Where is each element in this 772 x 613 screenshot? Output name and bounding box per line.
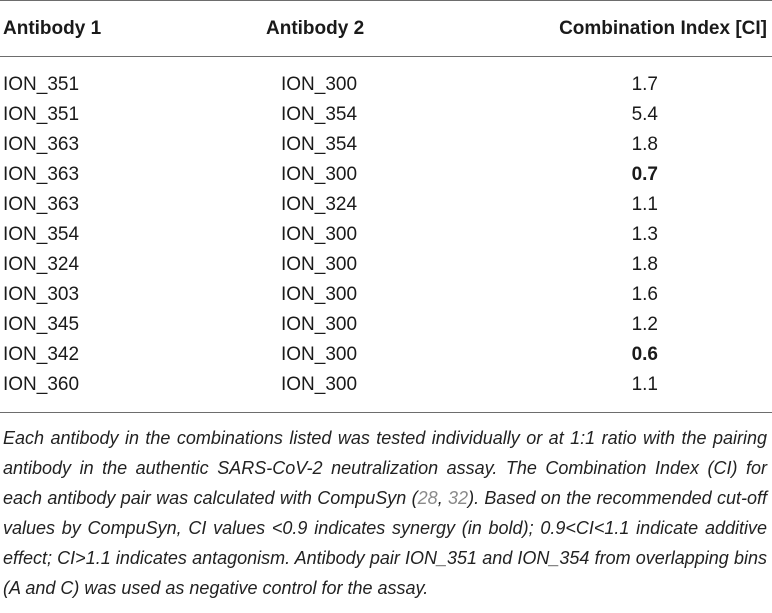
table-row (0, 160, 772, 190)
cell-antibody-1: ION_345 (3, 314, 80, 335)
cell-combination-index: 1.7 (631, 74, 658, 95)
table-row (0, 370, 772, 400)
table-row (0, 220, 772, 250)
cell-antibody-1: ION_363 (3, 164, 80, 185)
cell-antibody-2: ION_300 (281, 74, 358, 95)
table-row (0, 280, 772, 310)
cell-antibody-1: ION_363 (3, 194, 80, 215)
footnote-part-2: ). Based on the recommended cut-off values by CompuSyn, CI values <0.9 indicates synergy (in bold); 0.9<CI<1.1 indicate additive effect; CI>1.1 indicates antagonism. Antibody pair ION_351 and ION_354 from overlapping bins (A and C) was used as negative control for the assay. (3, 488, 767, 598)
cell-antibody-1: ION_360 (3, 374, 80, 395)
footnote-separator: , (437, 488, 449, 508)
cell-combination-index: 0.7 (631, 164, 658, 185)
cell-antibody-2: ION_300 (281, 164, 358, 185)
cell-antibody-1: ION_324 (3, 254, 80, 275)
cell-antibody-2: ION_300 (281, 344, 358, 365)
table-row (0, 70, 772, 100)
cell-combination-index: 1.8 (631, 254, 658, 275)
cell-antibody-1: ION_342 (3, 344, 80, 365)
table-row (0, 130, 772, 160)
cell-antibody-2: ION_300 (281, 254, 358, 275)
cell-combination-index: 1.8 (631, 134, 658, 155)
header-combination-index: Combination Index [CI] (559, 18, 767, 39)
cell-antibody-1: ION_363 (3, 134, 80, 155)
cell-antibody-2: ION_354 (281, 104, 358, 125)
table-row (0, 190, 772, 220)
table-row (0, 250, 772, 280)
cell-antibody-2: ION_300 (281, 224, 358, 245)
table-body (0, 57, 772, 400)
cell-antibody-2: ION_300 (281, 284, 358, 305)
cell-antibody-2: ION_300 (281, 374, 358, 395)
footnote-part-1: Each antibody in the combinations listed was tested individually or at 1:1 ratio with the pairing antibody in the authentic SARS-CoV-2 neutralization assay. The Combination Index (CI) for each antibody pair was calculated with CompuSyn ( (3, 428, 767, 508)
cell-combination-index: 1.1 (631, 374, 658, 395)
table-row (0, 340, 772, 370)
cell-combination-index: 1.3 (631, 224, 658, 245)
header-antibody-2: Antibody 2 (266, 18, 365, 39)
footnote-text (0, 413, 772, 603)
cell-antibody-1: ION_351 (3, 74, 80, 95)
cell-antibody-2: ION_300 (281, 314, 358, 335)
cell-combination-index: 1.2 (631, 314, 658, 335)
cell-antibody-2: ION_324 (281, 194, 358, 215)
header-antibody-1: Antibody 1 (3, 18, 102, 39)
cell-antibody-1: ION_351 (3, 104, 80, 125)
table-header-row (0, 1, 772, 56)
cell-combination-index: 0.6 (631, 344, 658, 365)
cell-antibody-2: ION_354 (281, 134, 358, 155)
reference-link-32[interactable]: 32 (448, 488, 469, 508)
cell-antibody-1: ION_354 (3, 224, 80, 245)
cell-combination-index: 1.1 (631, 194, 658, 215)
cell-combination-index: 1.6 (631, 284, 658, 305)
cell-combination-index: 5.4 (631, 104, 658, 125)
table-footnote (0, 412, 772, 603)
cell-antibody-1: ION_303 (3, 284, 80, 305)
reference-link-28[interactable]: 28 (417, 488, 438, 508)
table-row (0, 310, 772, 340)
table-row (0, 100, 772, 130)
